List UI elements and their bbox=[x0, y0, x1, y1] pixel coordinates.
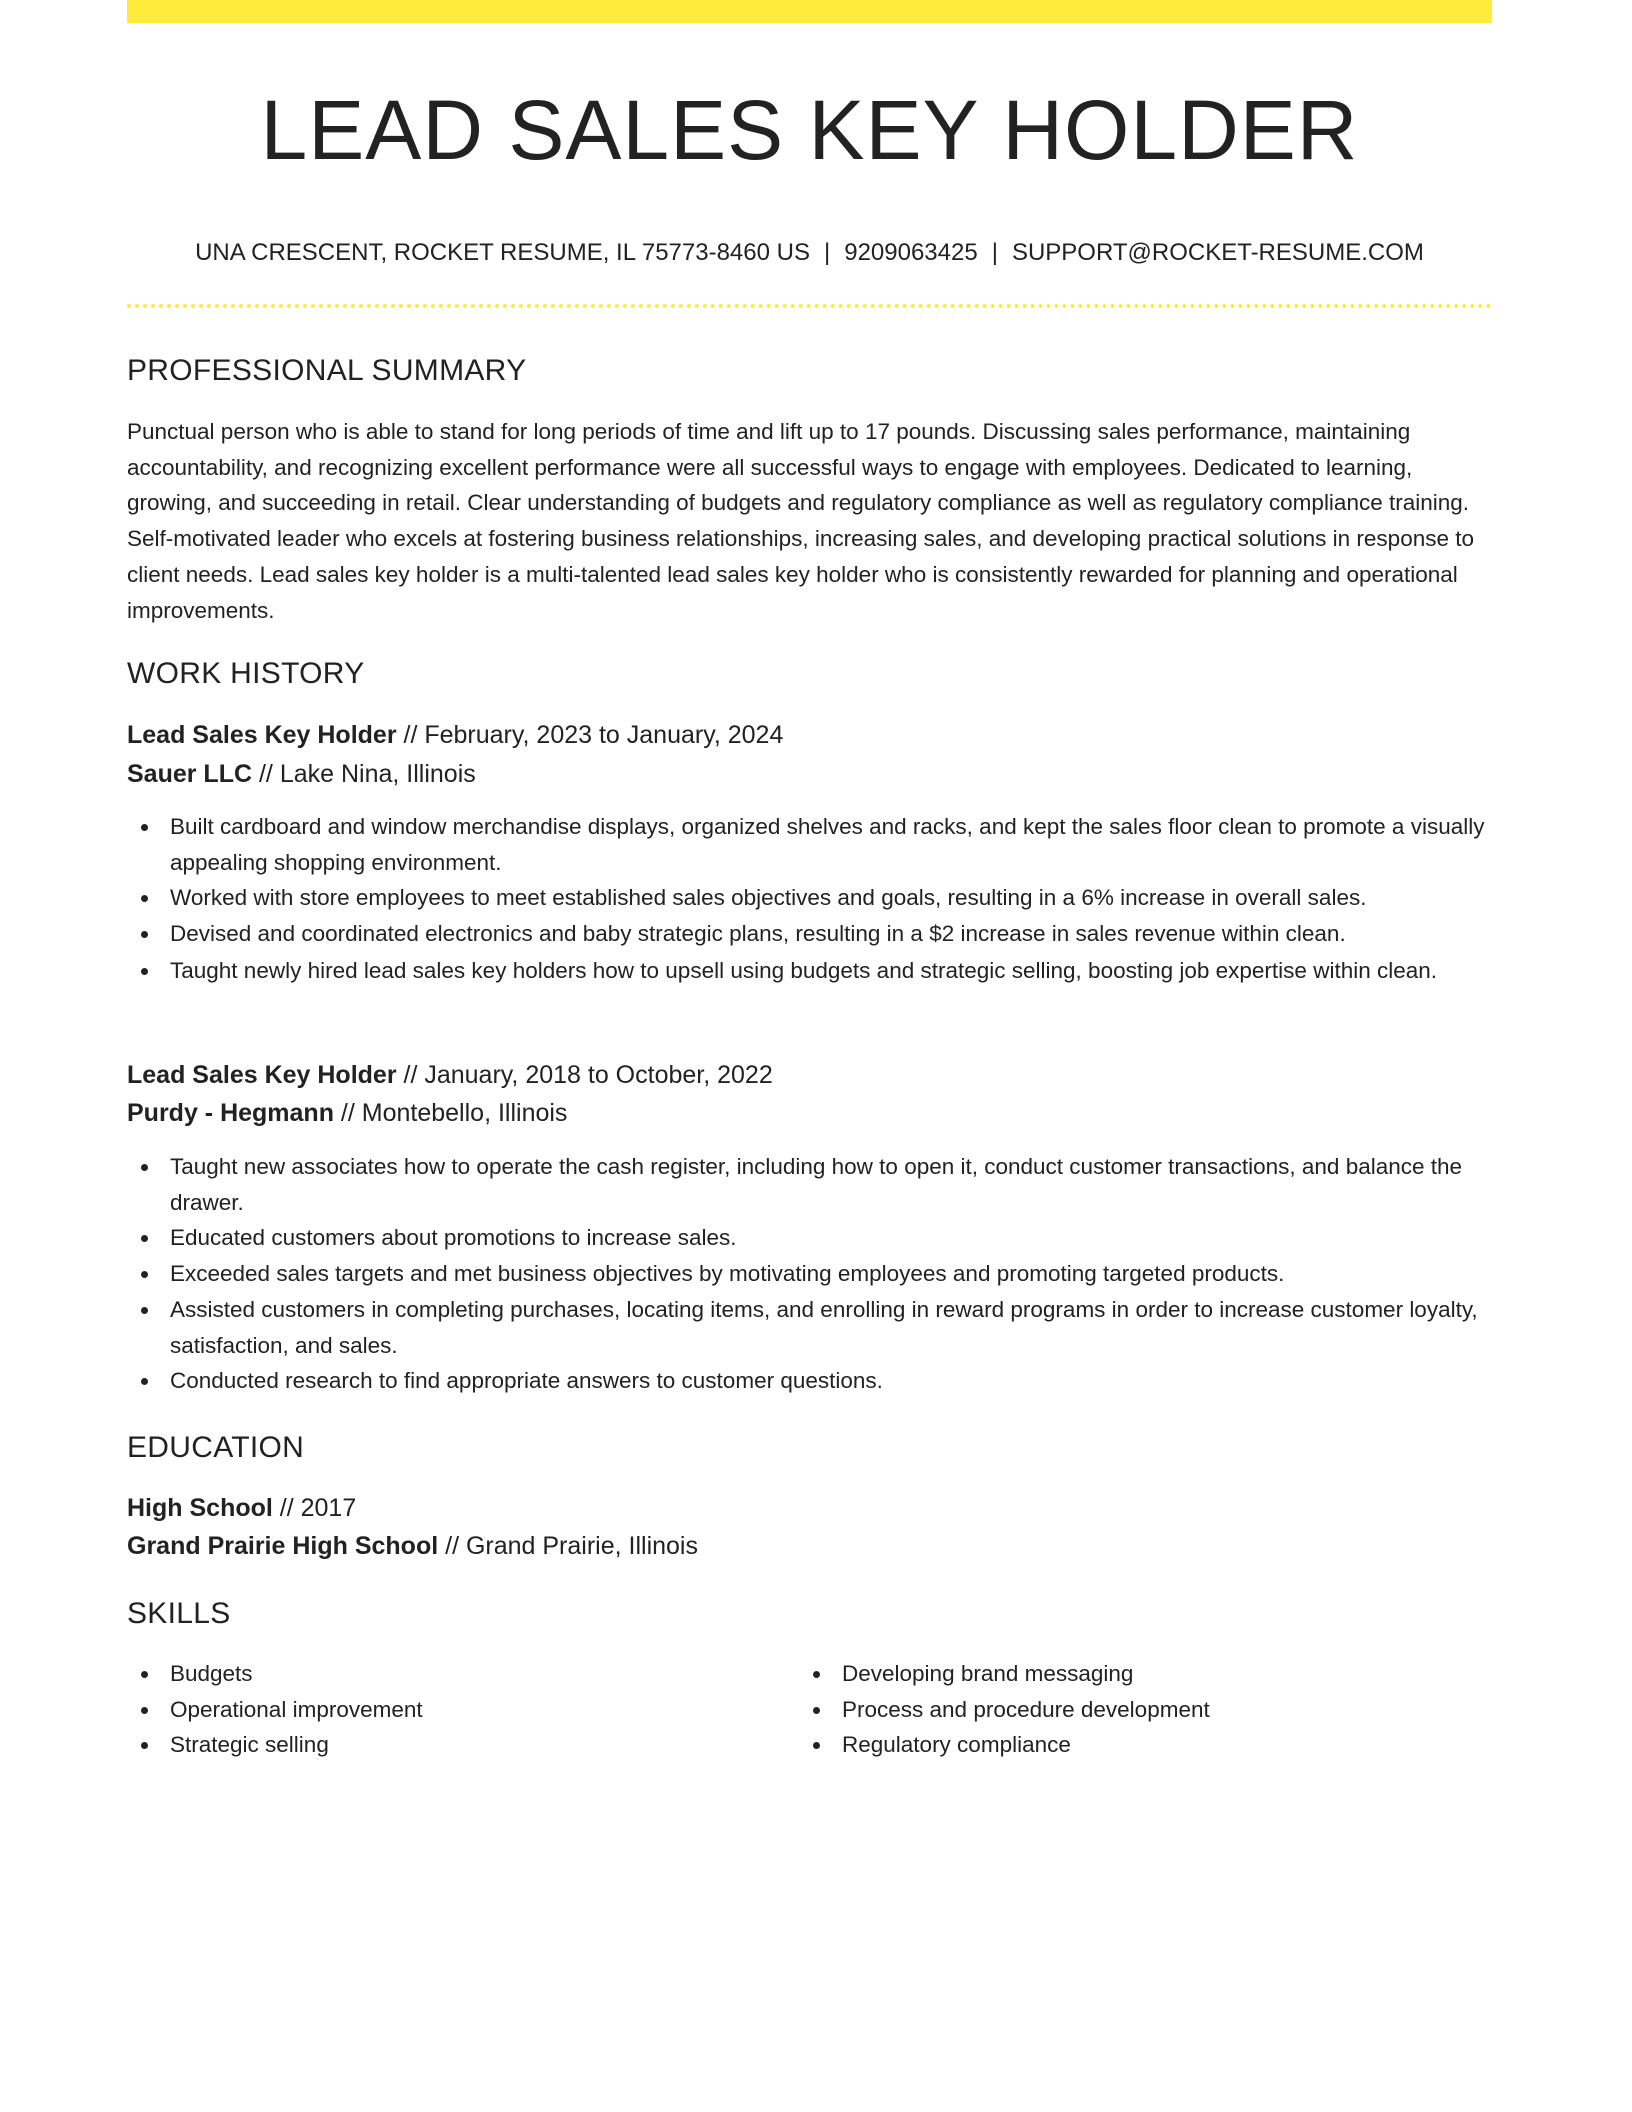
education-degree-line bbox=[127, 1492, 356, 1524]
skills-list-right bbox=[799, 1656, 1632, 1763]
list-item: Conducted research to find appropriate answers to customer questions. bbox=[127, 1363, 1492, 1399]
job-1-title-line bbox=[127, 719, 783, 751]
list-item: Worked with store employees to meet established sales objectives and goals, resulting in a 6% increase in overall sales. bbox=[127, 880, 1492, 916]
job-2-location: // Montebello, Illinois bbox=[333, 1099, 568, 1127]
skill-item: Strategic selling bbox=[127, 1727, 1492, 1763]
contact-separator: | bbox=[991, 239, 998, 266]
list-item: Exceeded sales targets and met business objectives by motivating employees and promoting targeted products. bbox=[127, 1256, 1492, 1292]
job-1-company: Sauer LLC bbox=[127, 760, 253, 788]
skills-heading: SKILLS bbox=[127, 1597, 231, 1630]
contact-address: UNA CRESCENT, ROCKET RESUME, IL 75773-8460 US bbox=[195, 239, 810, 266]
education-school-line bbox=[127, 1530, 698, 1562]
job-2-title-line bbox=[127, 1059, 773, 1091]
job-1-dates: // February, 2023 to January, 2024 bbox=[396, 721, 784, 749]
skill-item: Operational improvement bbox=[127, 1692, 1492, 1728]
header-divider bbox=[127, 304, 1492, 308]
job-1-title: Lead Sales Key Holder bbox=[127, 721, 397, 749]
contact-phone: 9209063425 bbox=[844, 239, 978, 266]
list-item: Assisted customers in completing purchases, locating items, and enrolling in reward programs in order to increase customer loyalty, satisfaction, and sales. bbox=[127, 1292, 1492, 1363]
work-history-heading: WORK HISTORY bbox=[127, 657, 365, 690]
education-location: // Grand Prairie, Illinois bbox=[438, 1532, 698, 1560]
skill-item: Budgets bbox=[127, 1656, 1492, 1692]
job-2-dates: // January, 2018 to October, 2022 bbox=[396, 1061, 773, 1089]
resume-title: LEAD SALES KEY HOLDER bbox=[260, 83, 1359, 177]
contact-separator: | bbox=[823, 239, 831, 266]
job-1-company-line bbox=[127, 758, 476, 790]
list-item: Built cardboard and window merchandise displays, organized shelves and racks, and kept the sales floor clean to promote a visually appealing shopping environment. bbox=[127, 809, 1492, 880]
education-degree: High School bbox=[127, 1494, 273, 1522]
skill-item: Developing brand messaging bbox=[799, 1656, 1632, 1692]
job-2-company-line bbox=[127, 1097, 567, 1129]
job-1-location: // Lake Nina, Illinois bbox=[252, 760, 476, 788]
list-item: Educated customers about promotions to increase sales. bbox=[127, 1220, 1492, 1256]
job-2-title: Lead Sales Key Holder bbox=[127, 1061, 397, 1089]
job-2-bullets bbox=[127, 1149, 1492, 1399]
skill-item: Process and procedure development bbox=[799, 1692, 1632, 1728]
list-item: Taught newly hired lead sales key holders how to upsell using budgets and strategic selling, boosting job expertise within clean. bbox=[127, 953, 1492, 989]
education-heading: EDUCATION bbox=[127, 1431, 305, 1464]
list-item: Taught new associates how to operate the cash register, including how to open it, conduct customer transactions, and balance the drawer. bbox=[127, 1149, 1492, 1220]
accent-top-bar bbox=[127, 0, 1492, 23]
skill-item: Regulatory compliance bbox=[799, 1727, 1632, 1763]
summary-heading: PROFESSIONAL SUMMARY bbox=[127, 354, 527, 387]
education-school: Grand Prairie High School bbox=[127, 1532, 439, 1560]
job-1-bullets bbox=[127, 809, 1492, 989]
summary-text: Punctual person who is able to stand for long periods of time and lift up to 17 pounds. Discussing sales performance, maintaining accountability, and recognizing excellent performance were all successful ways to engage with employees. Dedicated to learning, growing, and succeeding in retail. Clear understanding of budgets and regulatory compliance as well as regulatory compliance training. Self-motivated leader who excels at fostering business relationships, increasing sales, and developing practical solutions in response to client needs. Lead sales key holder is a multi-talented lead sales key holder who is consistently rewarded for planning and operational improvements. bbox=[127, 419, 1475, 623]
education-year: // 2017 bbox=[272, 1494, 357, 1522]
contact-line bbox=[127, 238, 1492, 268]
contact-email: SUPPORT@ROCKET-RESUME.COM bbox=[1011, 239, 1424, 266]
job-2-company: Purdy - Hegmann bbox=[127, 1099, 334, 1127]
list-item: Devised and coordinated electronics and baby strategic plans, resulting in a $2 increase in sales revenue within clean. bbox=[127, 916, 1492, 952]
